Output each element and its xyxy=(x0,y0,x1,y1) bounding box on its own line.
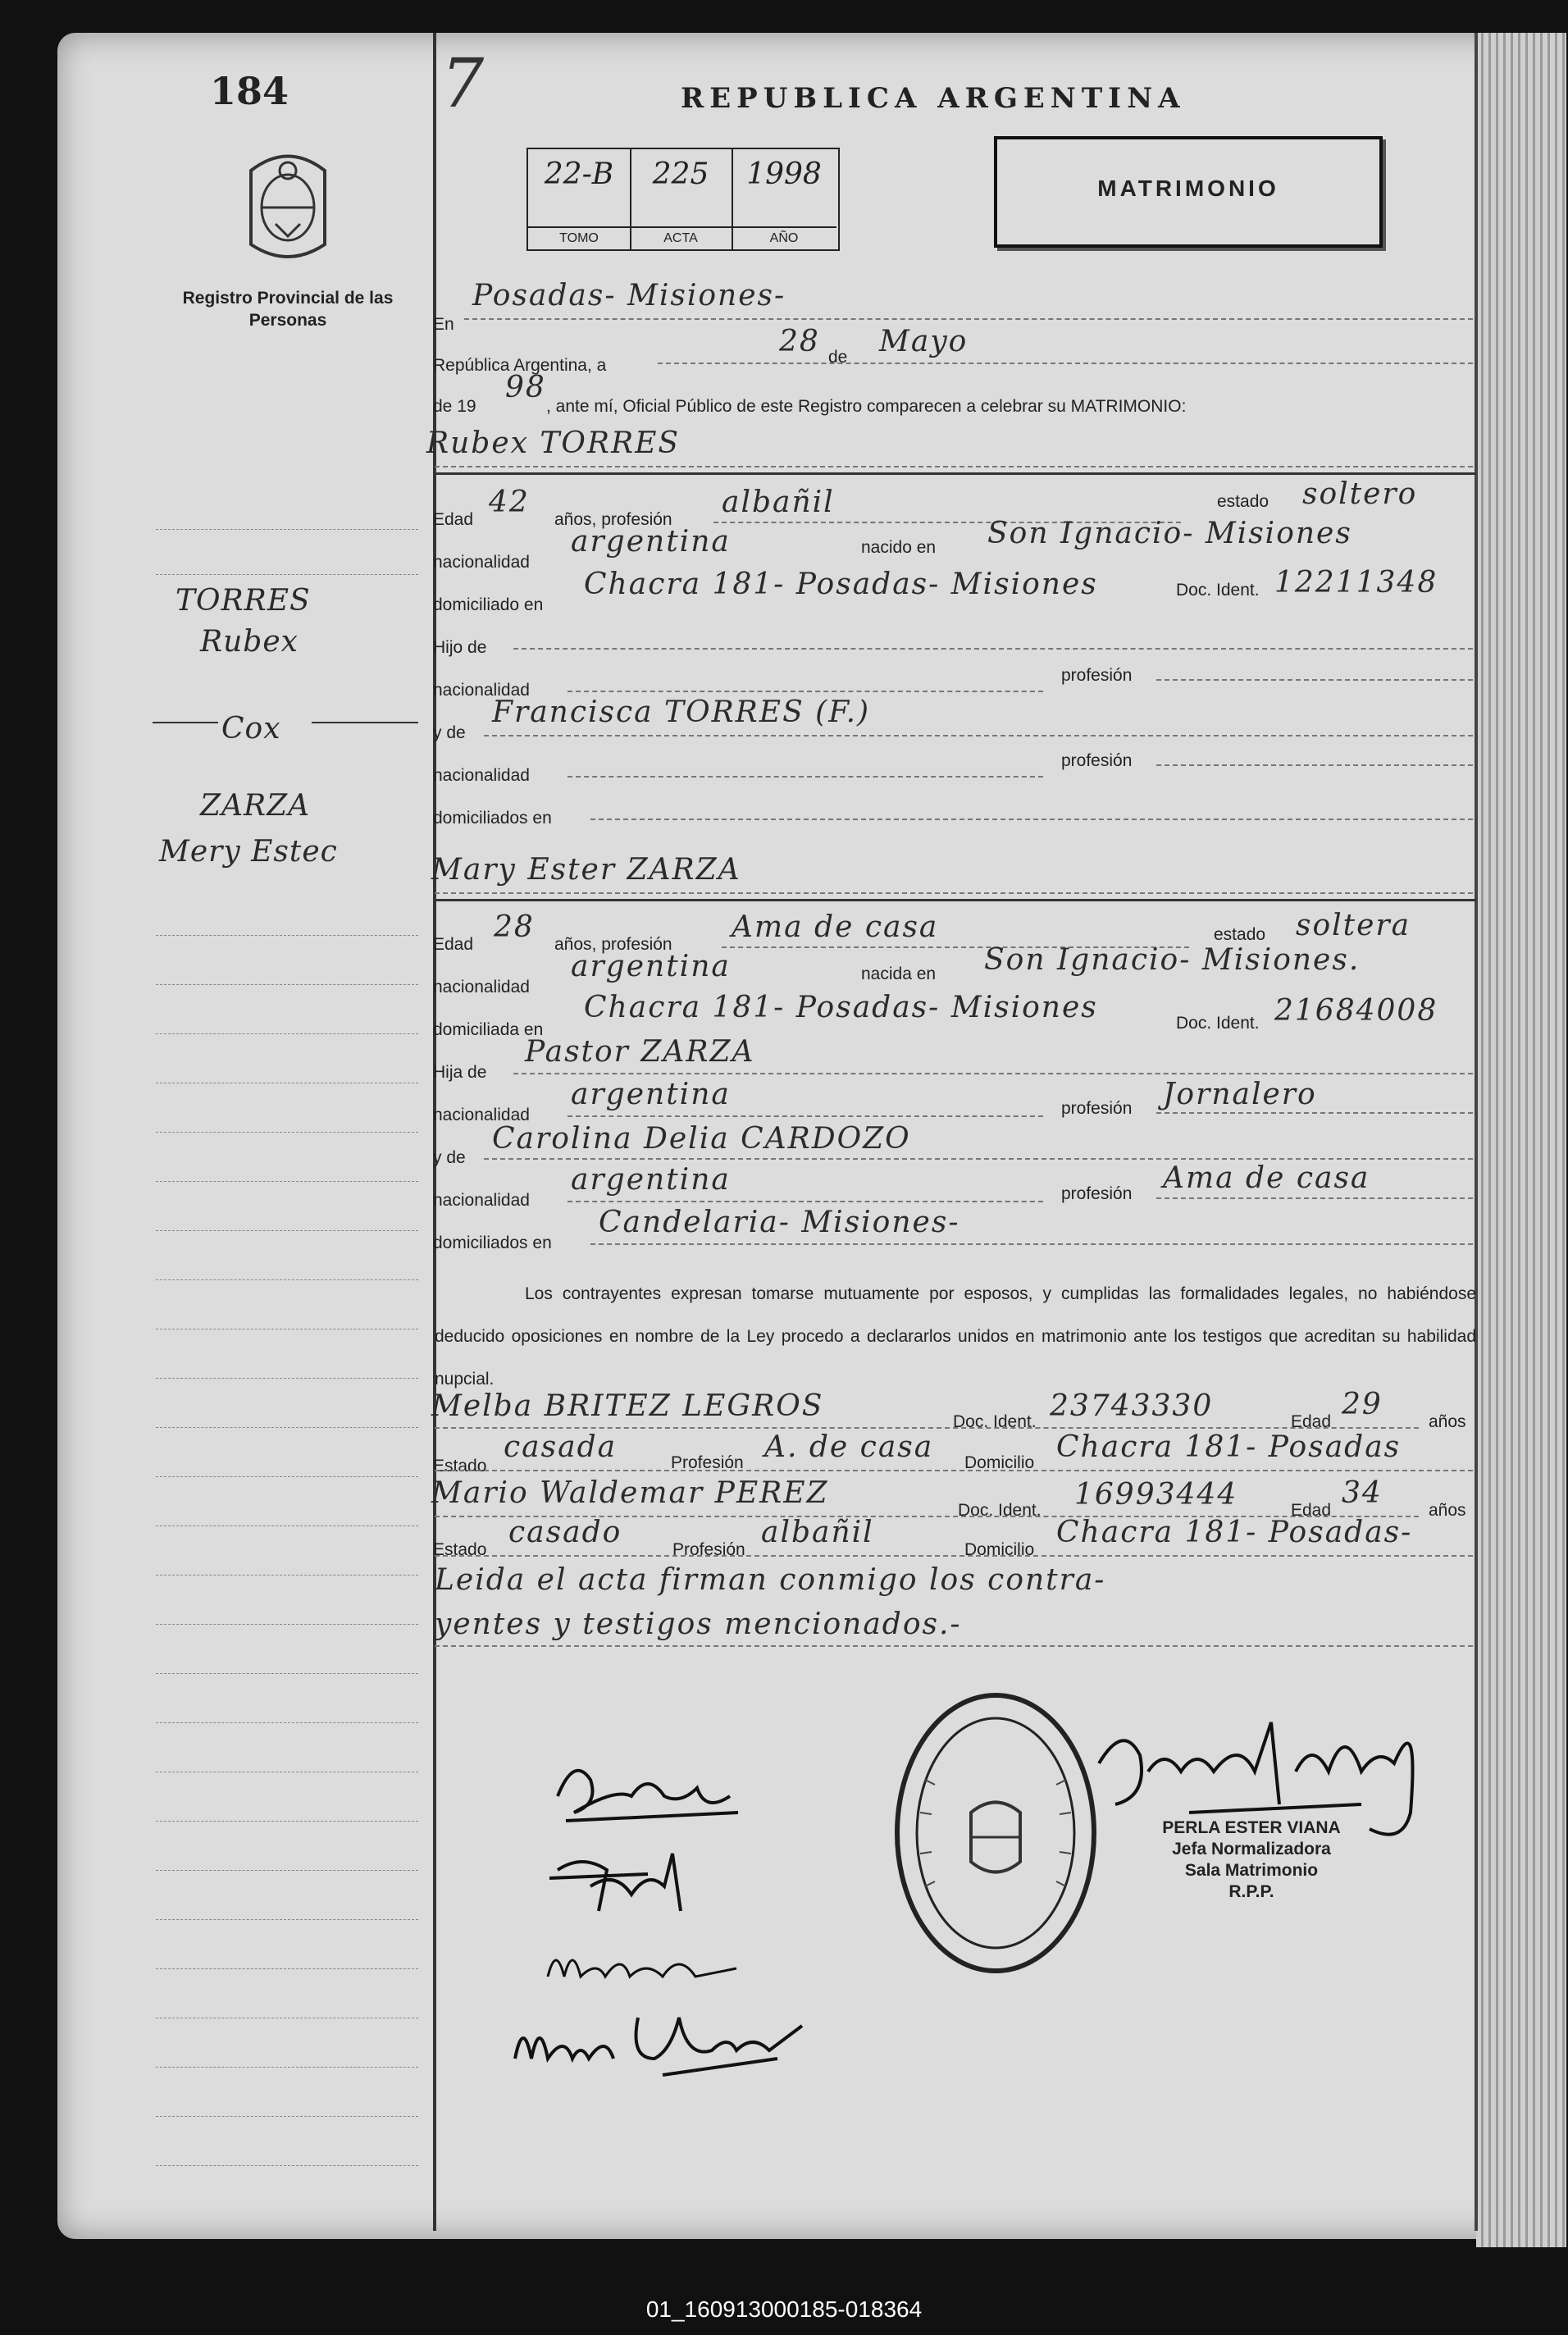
margin-rule xyxy=(156,1476,418,1477)
groom-nacionalidad: argentina xyxy=(571,525,731,559)
underline xyxy=(435,1645,1473,1647)
margin-rule xyxy=(156,1575,418,1576)
label-edad: Edad xyxy=(433,510,474,529)
label-estado: Estado xyxy=(433,1457,487,1475)
record-type-box xyxy=(994,136,1383,248)
registry-name: Registro Provincial de las Personas xyxy=(182,289,394,330)
label-hijo: Hijo de xyxy=(433,638,487,657)
label-domicilio: Domicilio xyxy=(964,1453,1035,1472)
underline xyxy=(1156,1197,1473,1199)
witness1-profesion: A. de casa xyxy=(764,1430,934,1464)
bride-nacida: Son Ignacio- Misiones. xyxy=(984,943,1361,977)
margin-rule xyxy=(156,1033,418,1034)
label-doc: Doc. Ident. xyxy=(1176,1014,1260,1033)
witness2-edad: 34 xyxy=(1342,1476,1383,1510)
label-nacida: nacida en xyxy=(861,965,937,983)
official-stamp xyxy=(1128,1817,1374,1903)
label-doc: Doc. Ident. xyxy=(953,1412,1037,1431)
ano-label: AÑO xyxy=(732,226,836,246)
bride-father-nacionalidad: argentina xyxy=(571,1078,731,1111)
statement: , ante mí, Oficial Público de este Registro comparecen a celebrar su MATRIMONIO: xyxy=(546,397,1187,416)
margin-rule xyxy=(156,1624,418,1625)
date-year: 98 xyxy=(505,371,546,404)
label-edad: Edad xyxy=(1291,1501,1332,1520)
underline xyxy=(567,691,1043,692)
margin-rule xyxy=(156,1821,418,1822)
label-profesion: años, profesión xyxy=(554,935,672,954)
witness1-edad: 29 xyxy=(1342,1388,1383,1421)
margin-rule xyxy=(156,529,418,530)
margin-rule xyxy=(156,1230,418,1231)
label-doc: Doc. Ident. xyxy=(958,1501,1042,1520)
signature-bride xyxy=(541,1837,705,1927)
official-code: R.P.P. xyxy=(1228,1882,1274,1901)
witness1-domicilio: Chacra 181- Posadas xyxy=(1056,1430,1402,1464)
bride-father-profesion: Jornalero xyxy=(1163,1078,1317,1111)
margin-bride-name: Mery Estec xyxy=(159,835,338,869)
underline xyxy=(435,892,1473,894)
margin-rule xyxy=(156,2116,418,2117)
label-domicilio: domiciliada en xyxy=(433,1020,544,1039)
underline xyxy=(435,1427,1419,1429)
witness2-estado: casado xyxy=(508,1516,622,1549)
label-domiciliados: domiciliados en xyxy=(433,1234,552,1252)
label-profesion: Profesión xyxy=(671,1453,744,1472)
underline xyxy=(590,1243,1473,1245)
coat-of-arms-icon xyxy=(235,146,341,269)
label-edad: Edad xyxy=(1291,1412,1332,1431)
underline xyxy=(1156,1112,1473,1114)
label-y-de: y de xyxy=(433,723,466,742)
label-profesion: años, profesión xyxy=(554,510,672,529)
margin-groom-name: Rubex xyxy=(200,625,299,659)
margin-rule xyxy=(156,1722,418,1723)
margin-rule xyxy=(156,1279,418,1280)
groom-full-name: Rubex TORRES xyxy=(426,426,681,460)
margin-rule xyxy=(156,935,418,936)
right-rule xyxy=(1475,33,1478,2231)
underline xyxy=(484,735,1473,737)
groom-nacido: Son Ignacio- Misiones xyxy=(987,517,1352,550)
signature-groom xyxy=(541,1747,754,1837)
label-en: En xyxy=(433,315,454,334)
label-estado: estado xyxy=(1214,925,1266,944)
record-type: MATRIMONIO xyxy=(1097,176,1279,201)
underline xyxy=(435,1470,1473,1471)
margin-rule xyxy=(156,574,418,575)
label-profesion: profesión xyxy=(1061,751,1133,770)
underline xyxy=(435,1555,1473,1557)
bride-nacionalidad: argentina xyxy=(571,950,731,983)
underline xyxy=(1156,679,1473,681)
bride-mother: Carolina Delia CARDOZO xyxy=(492,1122,911,1156)
underline xyxy=(513,1073,1473,1074)
label-domicilio: domiciliado en xyxy=(433,595,544,614)
label-de: de xyxy=(828,348,848,367)
tomo-value: 22-B xyxy=(544,157,614,191)
witness2-doc: 16993444 xyxy=(1074,1478,1238,1512)
official-name: PERLA ESTER VIANA xyxy=(1162,1818,1341,1837)
bride-father: Pastor ZARZA xyxy=(525,1035,755,1069)
closing-line-1: Leida el acta firman conmigo los contra- xyxy=(435,1563,1106,1597)
margin-dash xyxy=(312,722,418,723)
bride-full-name: Mary Ester ZARZA xyxy=(431,853,741,887)
margin-rule xyxy=(156,1673,418,1674)
date-day: 28 xyxy=(779,325,820,358)
label-nacionalidad: nacionalidad xyxy=(433,766,530,785)
place-city: Posadas- Misiones- xyxy=(472,279,786,312)
closing-line-2: yentes y testigos mencionados.- xyxy=(435,1608,962,1641)
image-id-footer: 01_160913000185-018364 xyxy=(645,2296,923,2322)
country-title: REPUBLICA ARGENTINA xyxy=(681,82,1186,115)
label-hija: Hija de xyxy=(433,1063,487,1082)
label-year-prefix: de 19 xyxy=(433,397,476,416)
acta-label: ACTA xyxy=(630,226,732,246)
label-nacionalidad: nacionalidad xyxy=(433,1191,530,1210)
witness1-doc: 23743330 xyxy=(1050,1389,1214,1423)
official-title: Jefa Normalizadora xyxy=(1172,1840,1331,1858)
declaration-text: Los contrayentes expresan tomarse mutuamente por esposos, y cumplidas las formalidades legales, no habiéndose deducido oposiciones en nombre de la Ley procedo a declararlos unidos en matrimonio ante los testigos que acreditan su habilidad nupcial. xyxy=(435,1284,1476,1389)
book-edge xyxy=(1476,33,1566,2247)
underline xyxy=(590,819,1473,820)
margin-rule xyxy=(156,1378,418,1379)
label-profesion: Profesión xyxy=(672,1540,745,1559)
witness2-profesion: albañil xyxy=(761,1516,874,1549)
groom-estado: soltero xyxy=(1302,477,1418,511)
label-nacionalidad: nacionalidad xyxy=(433,681,530,700)
signature-witness2 xyxy=(507,1985,835,2100)
label-domiciliados: domiciliados en xyxy=(433,809,552,828)
label-domicilio: Domicilio xyxy=(964,1540,1035,1559)
label-profesion: profesión xyxy=(1061,1099,1133,1118)
section-divider xyxy=(435,472,1476,475)
label-republica: República Argentina, a xyxy=(433,356,607,375)
label-estado: estado xyxy=(1217,492,1269,511)
acta-value: 225 xyxy=(652,157,709,191)
ano-value: 1998 xyxy=(746,157,822,191)
section-divider xyxy=(435,899,1476,901)
tomo-acta-ano-box xyxy=(526,148,840,251)
bride-profesion: Ama de casa xyxy=(732,910,939,944)
bride-doc: 21684008 xyxy=(1274,994,1438,1028)
margin-dash xyxy=(153,722,218,723)
margin-rule xyxy=(156,1870,418,1871)
groom-doc: 12211348 xyxy=(1274,566,1438,600)
underline xyxy=(484,1158,1473,1160)
underline xyxy=(567,1201,1043,1202)
groom-domicilio: Chacra 181- Posadas- Misiones xyxy=(584,568,1098,601)
official-office: Sala Matrimonio xyxy=(1184,1861,1319,1880)
margin-rule xyxy=(156,2067,418,2068)
witness2-domicilio: Chacra 181- Posadas- xyxy=(1056,1516,1413,1549)
underline xyxy=(567,776,1043,778)
label-nacionalidad: nacionalidad xyxy=(433,553,530,572)
margin-rule xyxy=(156,1132,418,1133)
underline xyxy=(567,1115,1043,1117)
margin-rule xyxy=(156,984,418,985)
bride-mother-nacionalidad: argentina xyxy=(571,1163,731,1197)
label-profesion: profesión xyxy=(1061,1184,1133,1203)
label-estado: Estado xyxy=(433,1540,487,1559)
margin-groom-surname: TORRES xyxy=(175,584,311,618)
bride-mother-profesion: Ama de casa xyxy=(1163,1161,1370,1195)
date-month: Mayo xyxy=(879,325,969,358)
label-profesion: profesión xyxy=(1061,666,1133,685)
underline xyxy=(464,318,1473,320)
underline xyxy=(658,363,1473,364)
bride-estado: soltera xyxy=(1296,909,1411,942)
margin-number: 7 xyxy=(441,45,485,123)
official-seal-icon xyxy=(892,1690,1099,1977)
margin-rule xyxy=(156,1427,418,1428)
label-nacionalidad: nacionalidad xyxy=(433,1106,530,1124)
label-edad: Edad xyxy=(433,935,474,954)
margin-rule xyxy=(156,1181,418,1182)
bride-domicilio: Chacra 181- Posadas- Misiones xyxy=(584,991,1098,1024)
witness1-estado: casada xyxy=(504,1430,618,1464)
label-nacido: nacido en xyxy=(861,538,937,557)
groom-edad: 42 xyxy=(489,486,530,519)
folio-number: 184 xyxy=(210,69,289,113)
groom-profesion: albañil xyxy=(722,486,835,519)
margin-rule xyxy=(156,1968,418,1969)
margin-rule xyxy=(156,1919,418,1920)
tomo-label: TOMO xyxy=(528,226,630,246)
underline xyxy=(1156,764,1473,766)
margin-rule xyxy=(156,2165,418,2166)
groom-mother: Francisca TORRES (F.) xyxy=(492,695,871,729)
bride-edad: 28 xyxy=(494,910,535,944)
margin-bride-surname: ZARZA xyxy=(200,789,311,823)
witness1-name: Melba BRITEZ LEGROS xyxy=(431,1389,824,1423)
underline xyxy=(513,648,1473,650)
label-anos: años xyxy=(1429,1412,1466,1431)
label-nacionalidad: nacionalidad xyxy=(433,978,530,996)
bride-domiciliados: Candelaria- Misiones- xyxy=(599,1206,960,1239)
margin-connector: Cox xyxy=(221,712,281,746)
underline xyxy=(435,466,1473,467)
label-doc: Doc. Ident. xyxy=(1176,581,1260,600)
label-y-de: y de xyxy=(433,1148,466,1167)
label-anos: años xyxy=(1429,1501,1466,1520)
witness2-name: Mario Waldemar PEREZ xyxy=(431,1476,829,1510)
